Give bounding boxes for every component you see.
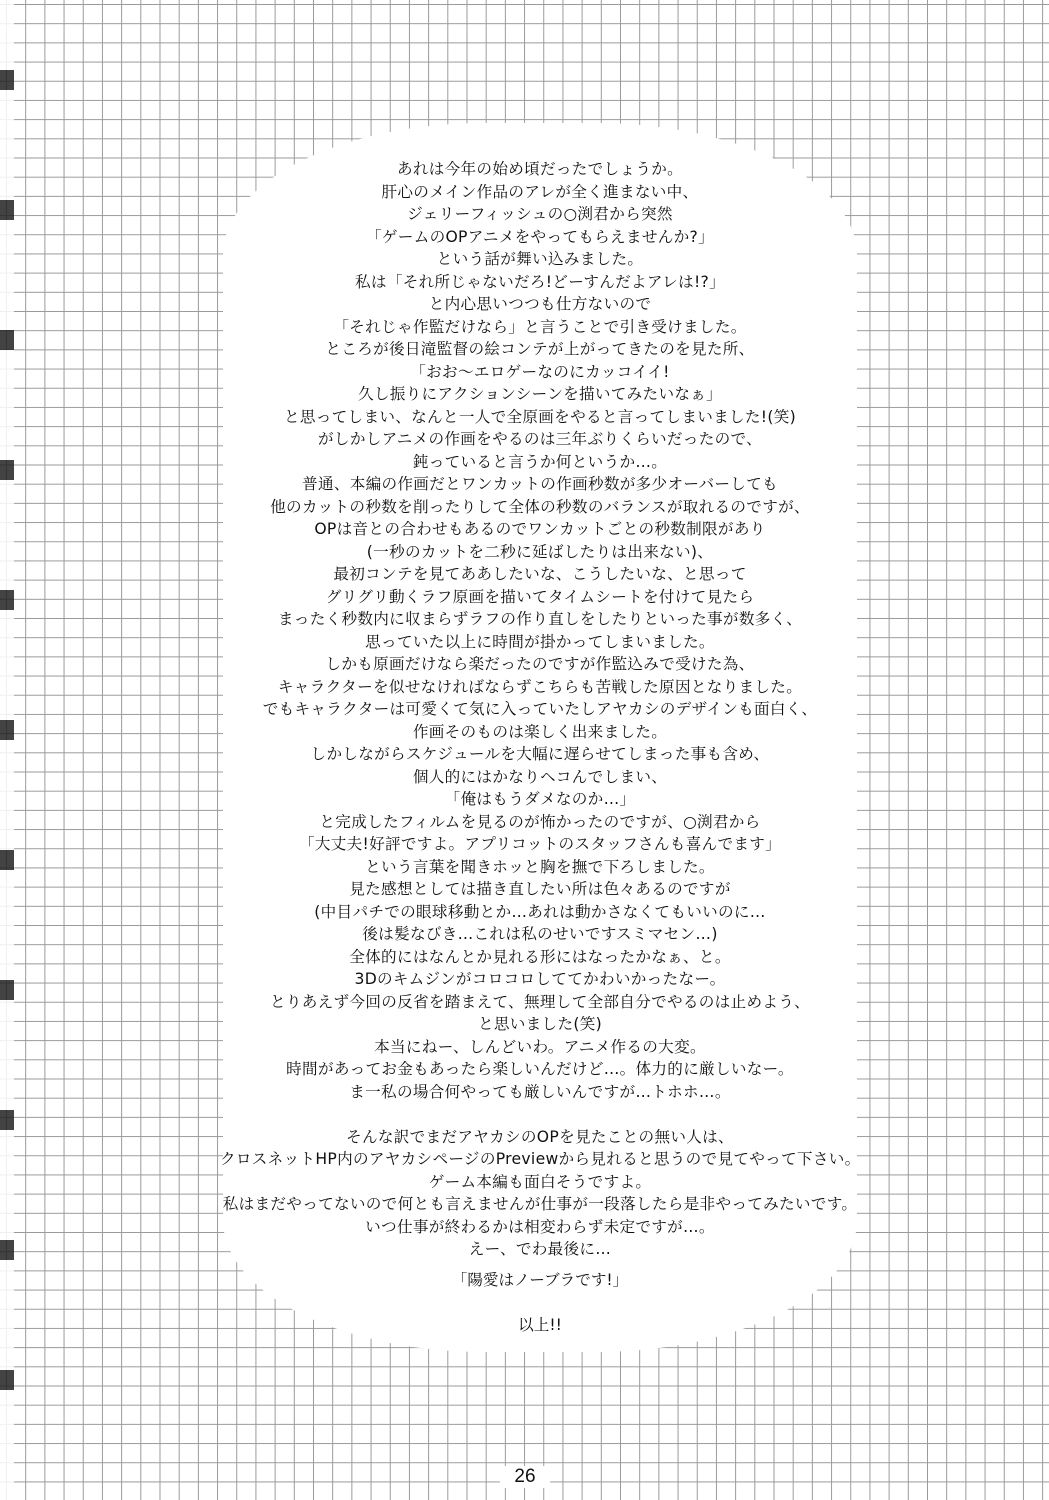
body-text-line: 個人的にはかなりヘコんでしまい、 [412, 767, 668, 786]
body-text-line: 思っていた以上に時間が掛かってしまいました。 [365, 632, 715, 651]
body-text-line: クロスネットHP内のアヤカシページのPreviewから見れると思うので見てやって下さい。 [220, 1150, 861, 1168]
body-text-line: と思ってしまい、なんと一人で全原画をやると言ってしまいました!(笑) [283, 407, 797, 426]
body-text-line: と内心思いつつも仕方ないので [428, 295, 652, 313]
closing-sign-off: 以上!! [518, 1316, 562, 1334]
body-text-line: 後は髪なびき…これは私のせいですスミマセン…) [362, 925, 718, 943]
body-text-line: しかしながらスケジュールを大幅に遅らせてしまった事も含め、 [310, 745, 770, 763]
body-text-line: 私は「それ所じゃないだろ!どーすんだよアレは!?」 [355, 272, 725, 291]
body-text-line: 他のカットの秒数を削ったりして全体の秒数のバランスが取れるのですが、 [270, 497, 810, 516]
afterword-body-text [220, 158, 860, 1261]
body-text-line: 本当にねー、しんどいわ。アニメ作るの大変。 [374, 1037, 706, 1056]
body-text-line: 普通、本編の作画だとワンカットの作画秒数が多少オーバーしても [302, 475, 778, 493]
body-text-line: 3Dのキムジンがコロコロしててかわいかったなー。 [354, 970, 726, 988]
body-text-line: 作画そのものは楽しく出来ました。 [412, 722, 668, 741]
left-edge-artwork [0, 0, 14, 1500]
body-text-line: 「俺はもうダメなのか…」 [444, 790, 636, 808]
body-text-line: 最初コンテを見てああしたいな、こうしたいな、と思って [333, 565, 747, 583]
body-text-line: 鈍っていると言うか何というか…。 [412, 452, 668, 471]
body-text-line: がしかしアニメの作画をやるのは三年ぶりくらいだったので、 [318, 430, 762, 448]
body-text-line: 私はまだやってないので何とも言えませんが仕事が一段落したら是非やってみたいです。 [222, 1195, 858, 1213]
body-text-line: そんな訳でまだアヤカシのOPを見たことの無い人は、 [346, 1127, 734, 1146]
body-text-line: 時間があってお金もあったら楽しいんだけど…。体力的に厳しいなー。 [286, 1060, 794, 1078]
body-text-line: ゲーム本編も面白そうですよ。 [428, 1172, 652, 1191]
body-text-line: 「それじゃ作監だけなら」と言うことで引き受けました。 [333, 317, 747, 336]
body-text-line: あれは今年の始め頃だったでしょうか。 [396, 160, 684, 178]
body-text-line: 「ゲームのOPアニメをやってもらえませんか?」 [366, 227, 714, 246]
body-text-line: OPは音との合わせもあるのでワンカットごとの秒数制限があり [314, 520, 766, 538]
body-text-line: ま一私の場合何やっても厳しいんですが…トホホ…。 [349, 1082, 731, 1101]
body-text-line: えー、でわ最後に… [468, 1240, 612, 1258]
body-text-line: 肝心のメイン作品のアレが全く進まない中、 [381, 182, 699, 201]
body-text-line: (中目パチでの眼球移動とか…あれは動かさなくてもいいのに… [314, 902, 766, 921]
body-text-line: 「大丈夫!好評ですよ。アプリコットのスタッフさんも喜んでます」 [298, 835, 782, 853]
body-text-line: キャラクターを似せなければならずこちらも苦戦した原因となりました。 [277, 677, 803, 696]
body-text-line: 久し振りにアクションシーンを描いてみたいなぁ」 [357, 385, 723, 403]
body-text-line: と思いました(笑) [477, 1015, 603, 1033]
body-text-line: いつ仕事が終わるかは相変わらず未定ですが…。 [365, 1217, 715, 1236]
body-text-line: とりあえず今回の反省を踏まえて、無理して全部自分でやるのは止めよう、 [269, 992, 811, 1011]
page-number: 26 [500, 1466, 550, 1488]
body-text-line: まったく秒数内に収まらずラフの作り直しをしたりといった事が数多く、 [277, 610, 803, 628]
body-text-line: でもキャラクターは可愛くて気に入っていたしアヤカシのデザインも面白く、 [262, 700, 818, 718]
body-text-line: という言葉を聞きホッと胸を撫で下ろしました。 [365, 857, 715, 876]
body-text-line: と完成したフィルムを見るのが怖かったのですが、○渕君から [319, 812, 761, 831]
body-text-line: (一秒のカットを二秒に延ばしたりは出来ない)、 [366, 542, 714, 561]
closing-quote: 「陽愛はノーブラです!」 [451, 1271, 629, 1289]
body-text-line: 「おお〜エロゲーなのにカッコイイ! [410, 362, 670, 381]
paragraph-gap [220, 1103, 860, 1126]
body-text-line: 全体的にはなんとか見れる形にはなったかなぁ、と。 [349, 947, 731, 966]
body-text-line: という話が舞い込みました。 [436, 250, 644, 268]
body-text-line: ジェリーフィッシュの○渕君から突然 [407, 205, 673, 223]
body-text-line: ところが後日滝監督の絵コンテが上がってきたのを見た所、 [325, 340, 755, 358]
body-text-line: 見た感想としては描き直したい所は色々あるのですが [349, 880, 731, 898]
body-text-line: グリグリ動くラフ原画を描いてタイムシートを付けて見たら [325, 587, 755, 606]
body-text-line: しかも原画だけなら楽だったのですが作監込みで受けた為、 [325, 655, 755, 673]
